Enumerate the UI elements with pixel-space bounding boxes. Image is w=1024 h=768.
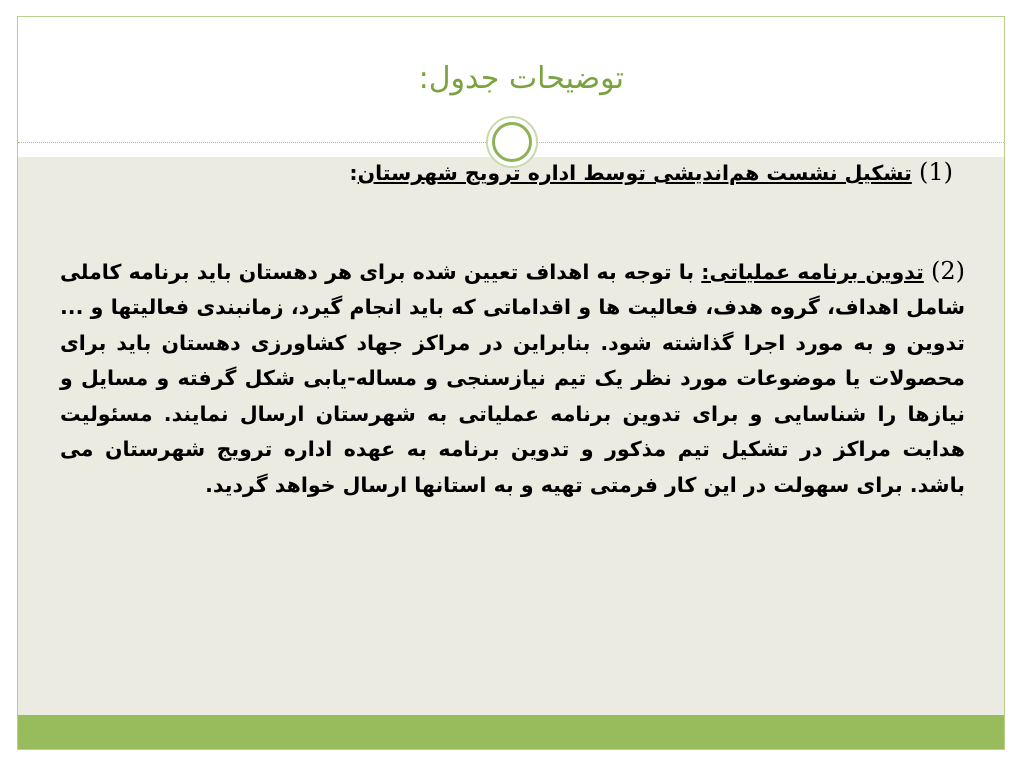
slide-title: توضیحات جدول: (418, 61, 624, 96)
item-text: با توجه به اهداف تعیین شده برای هر دهستان باید برنامه کاملی شامل اهداف، گروه هدف، فعالیت ها و اقداماتی که باید انجام گیرد، زمانبندی فعالیتها و ... تدوین و به مورد اجرا گذاشته شود. بنابراین در مراکز جهاد کشاورزی دهستان باید برای محصولات یا موضوعات مورد نظر یک تیم نیازسنجی و مساله-یابی شکل گرفته و مسایل و نیازها را شناسایی و برای تدوین برنامه عملیاتی به شهرستان ارسال نمایند. مسئولیت هدایت مراکز در تشکیل تیم مذکور و تدوین برنامه به عهده اداره ترویج شهرستان می باشد. برای سهولت در این کار فرمتی تهیه و به استانها ارسال خواهد گردید. (60, 259, 965, 497)
item-heading: تدوین برنامه عملیاتی: (701, 259, 924, 284)
footer-bar (18, 715, 1004, 749)
item-number: (2) (930, 256, 965, 285)
item-heading: تشکیل نشست هم‌اندیشی توسط اداره ترویج شهرستان (357, 161, 912, 185)
item-heading-colon: : (349, 161, 358, 185)
list-item (60, 155, 965, 192)
slide-content (60, 155, 965, 503)
item-number: (1) (918, 158, 953, 186)
list-item (60, 254, 965, 504)
